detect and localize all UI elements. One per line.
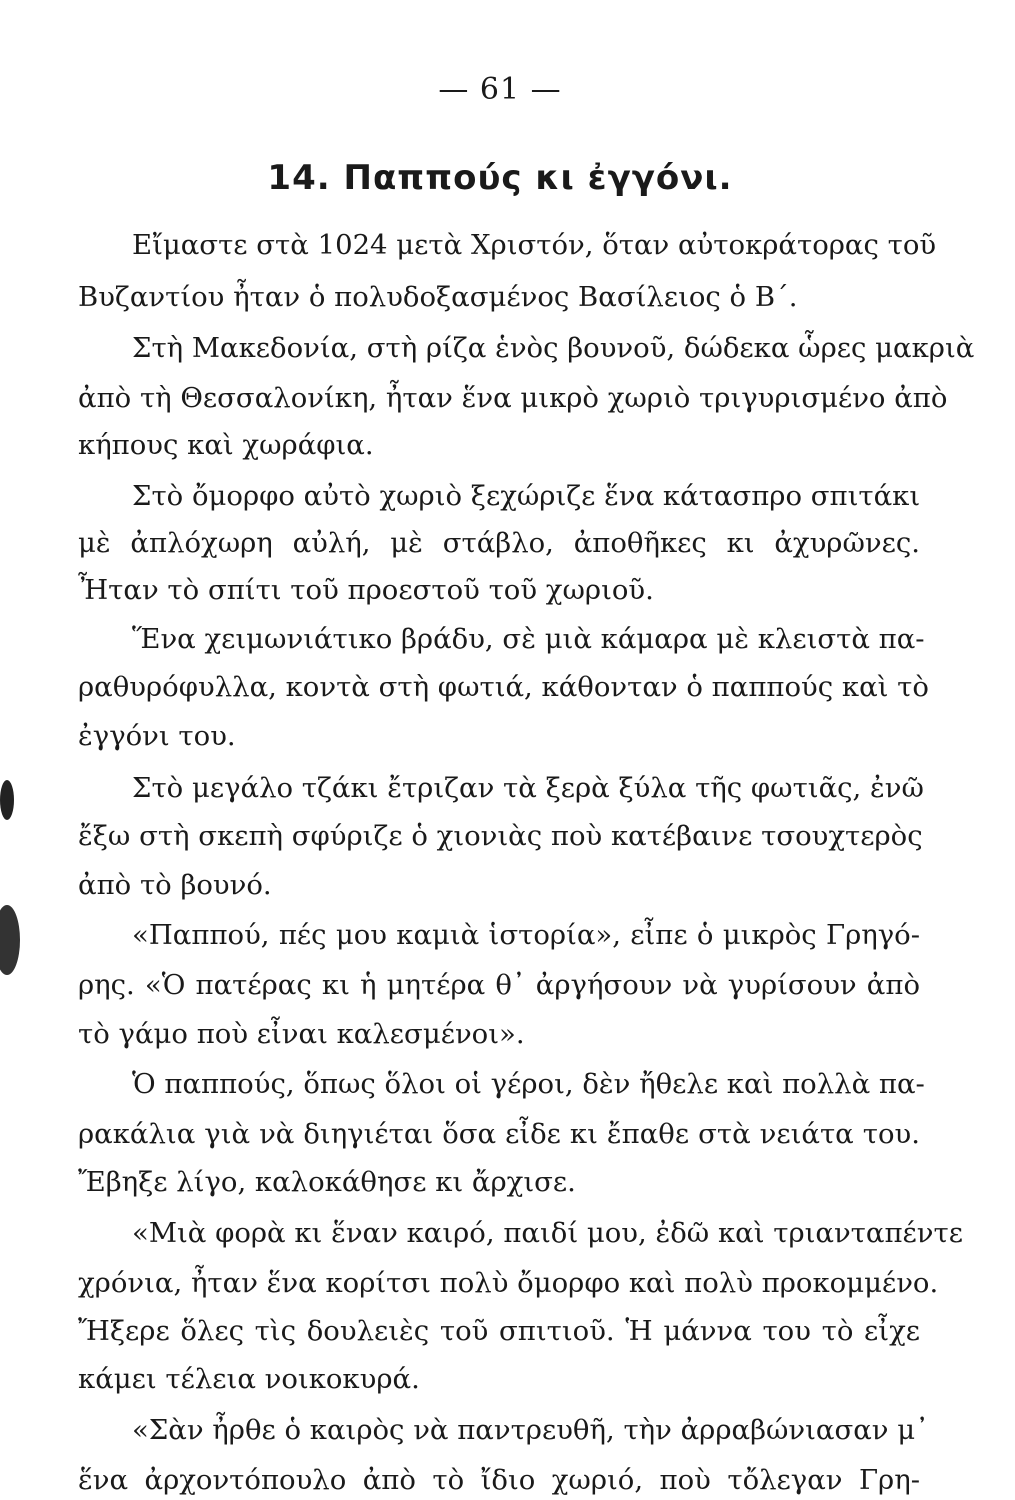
text-line: κάμει τέλεια νοικοκυρά. bbox=[78, 1363, 420, 1395]
text-line: Στὸ μεγάλο τζάκι ἔτριζαν τὰ ξερὰ ξύλα τῆς φωτιᾶς, ἐνῶ bbox=[132, 772, 924, 804]
text-line: «Σὰν ἦρθε ὁ καιρὸς νὰ παντρευθῆ, τὴν ἀρραβώνιασαν μ᾽ bbox=[132, 1414, 929, 1446]
text-line: Ἦταν τὸ σπίτι τοῦ προεστοῦ τοῦ χωριοῦ. bbox=[78, 574, 654, 606]
text-line: Στὴ Μακεδονία, στὴ ρίζα ἑνὸς βουνοῦ, δώδεκα ὧρες μακριὰ bbox=[132, 332, 975, 364]
text-line: «Μιὰ φορὰ κι ἕναν καιρό, παιδί μου, ἐδῶ καὶ τριανταπέντε bbox=[132, 1217, 963, 1249]
text-line: ἕνα ἀρχοντόπουλο ἀπὸ τὸ ἴδιο χωριό, ποὺ τὄλεγαν Γρη- bbox=[78, 1464, 920, 1496]
text-line: ραθυρόφυλλα, κοντὰ στὴ φωτιά, κάθονταν ὁ παππούς καὶ τὸ bbox=[78, 671, 929, 703]
text-line: Βυζαντίου ἦταν ὁ πολυδοξασμένος Βασίλειος ὁ Β΄. bbox=[78, 281, 798, 313]
text-line: τὸ γάμο ποὺ εἶναι καλεσμένοι». bbox=[78, 1018, 525, 1050]
ink-blot bbox=[0, 780, 14, 820]
text-line: ρης. «Ὁ πατέρας κι ἡ μητέρα θ᾽ ἀργήσουν νὰ γυρίσουν ἀπὸ bbox=[78, 969, 920, 1001]
text-line: μὲ ἀπλόχωρη αὐλή, μὲ στάβλο, ἀποθῆκες κι ἀχυρῶνες. bbox=[78, 527, 920, 559]
text-line: ἀπὸ τὴ Θεσσαλονίκη, ἦταν ἕνα μικρὸ χωριὸ τριγυρισμένο ἀπὸ bbox=[78, 382, 948, 414]
text-line: «Παππού, πές μου καμιὰ ἱστορία», εἶπε ὁ μικρὸς Γρηγό- bbox=[132, 919, 920, 951]
text-line: ἔξω στὴ σκεπὴ σφύριζε ὁ χιονιὰς ποὺ κατέβαινε τσουχτερὸς bbox=[78, 820, 923, 852]
page-number: — 61 — bbox=[438, 72, 562, 107]
binding-shadow bbox=[0, 905, 20, 975]
text-line: Ὁ παππούς, ὅπως ὅλοι οἱ γέροι, δὲν ἤθελε καὶ πολλὰ πα- bbox=[132, 1068, 925, 1100]
text-line: Ἔβηξε λίγο, καλοκάθησε κι ἄρχισε. bbox=[78, 1166, 576, 1198]
chapter-title: 14. Παππούς κι ἐγγόνι. bbox=[267, 158, 733, 198]
text-line: Ἤξερε ὅλες τὶς δουλειὲς τοῦ σπιτιοῦ. Ἡ μάννα του τὸ εἶχε bbox=[78, 1315, 920, 1347]
text-line: κήπους καὶ χωράφια. bbox=[78, 429, 374, 461]
text-line: Εἴμαστε στὰ 1024 μετὰ Χριστόν, ὅταν αὐτοκράτορας τοῦ bbox=[132, 229, 937, 261]
text-line: ἀπὸ τὸ βουνό. bbox=[78, 869, 272, 901]
text-line: Στὸ ὄμορφο αὐτὸ χωριὸ ξεχώριζε ἕνα κάτασπρο σπιτάκι bbox=[132, 480, 921, 512]
text-line: ρακάλια γιὰ νὰ διηγιέται ὅσα εἶδε κι ἔπαθε στὰ νειάτα του. bbox=[78, 1118, 920, 1150]
text-line: χρόνια, ἦταν ἕνα κορίτσι πολὺ ὄμορφο καὶ πολὺ προκομμένο. bbox=[78, 1267, 939, 1299]
text-line: Ἕνα χειμωνιάτικο βράδυ, σὲ μιὰ κάμαρα μὲ κλειστὰ πα- bbox=[132, 623, 925, 655]
text-line: ἐγγόνι του. bbox=[78, 720, 236, 752]
